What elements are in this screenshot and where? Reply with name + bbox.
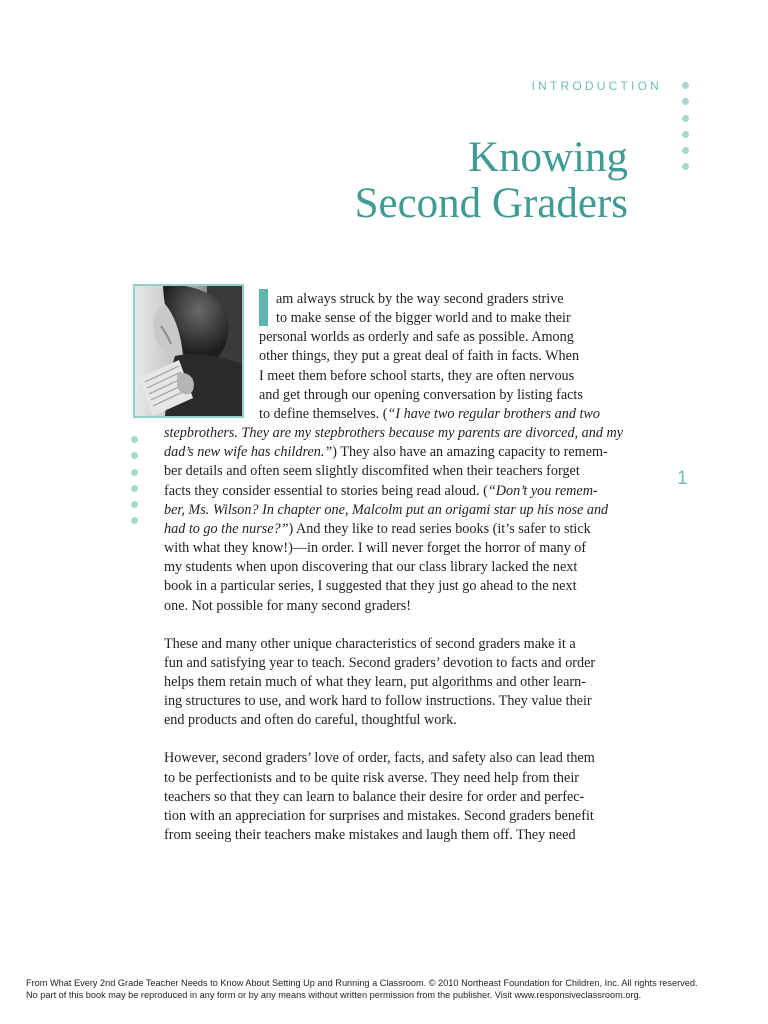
title-line-2: Second Graders: [354, 180, 628, 227]
paragraph-3: [164, 749, 620, 845]
text-line: other things, they put a great deal of faith in facts. When: [259, 348, 580, 365]
text-line: ber details and often seem slightly discomfited when their teachers forget: [164, 463, 580, 480]
dot: [131, 517, 138, 524]
text-line: dad’s new wife has children.”) They also have an amazing capacity to remem-: [164, 444, 608, 461]
dot: [682, 163, 689, 170]
text-line: had to go the nurse?”) And they like to read series books (it’s safer to stick: [164, 520, 591, 537]
text-line: ing structures to use, and work hard to follow instructions. They value their: [164, 693, 592, 710]
decorative-dots-left: [131, 436, 138, 534]
text-line: I meet them before school starts, they are often nervous: [259, 367, 575, 384]
footer-line-2: No part of this book may be reproduced in any form or by any means without written permission from the publisher. Visit www.responsiveclassroom.org.: [26, 989, 642, 1000]
dot: [131, 452, 138, 459]
text-line: facts they consider essential to stories being read aloud. (“Don’t you remem-: [164, 482, 598, 499]
text-line: fun and satisfying year to teach. Second graders’ devotion to facts and order: [164, 654, 596, 671]
text-line: However, second graders’ love of order, facts, and safety also can lead them: [164, 750, 595, 767]
text-line: my students when upon discovering that our class library lacked the next: [164, 559, 578, 576]
dot: [131, 436, 138, 443]
footer-line-1: From What Every 2nd Grade Teacher Needs to Know About Setting Up and Running a Classroom. © 2010 Northeast Foundation for Children, Inc. All rights reserved.: [26, 978, 698, 988]
text-line: to define themselves. (“I have two regular brothers and two: [259, 405, 600, 422]
text-line: to make sense of the bigger world and to make their: [276, 310, 571, 327]
page-number: 1: [677, 468, 688, 489]
dot: [682, 82, 689, 89]
text-line: tion with an appreciation for surprises and mistakes. Second graders benefit: [164, 807, 594, 824]
paragraph-2: [164, 635, 620, 731]
dropcap-letter-i: [259, 289, 268, 326]
text-line: am always struck by the way second graders strive: [164, 290, 620, 309]
dot: [131, 501, 138, 508]
decorative-dots-top: [682, 82, 689, 180]
title-line-1: Knowing: [467, 134, 628, 181]
text-line: one. Not possible for many second graders!: [164, 597, 412, 614]
text-line: teachers so that they can learn to balance their desire for order and perfec-: [164, 788, 585, 805]
dot: [682, 115, 689, 122]
text-line: and get through our opening conversation by listing facts: [259, 386, 583, 403]
chapter-title: [355, 135, 628, 227]
text-line: ber, Ms. Wilson? In chapter one, Malcolm put an origami star up his nose and: [164, 501, 609, 518]
text-line: with what they know!)—in order. I will never forget the horror of many of: [164, 540, 587, 557]
text-line: book in a particular series, I suggested that they just go ahead to the next: [164, 578, 577, 595]
dot: [682, 131, 689, 138]
text-line: from seeing their teachers make mistakes and laugh them off. They need: [164, 827, 576, 844]
copyright-footer: [26, 978, 756, 1001]
dot: [682, 98, 689, 105]
text-line: stepbrothers. They are my stepbrothers because my parents are divorced, and my: [164, 425, 624, 442]
paragraph-1: [164, 290, 624, 616]
dot: [131, 485, 138, 492]
body-text: [164, 290, 624, 864]
text-line: end products and often do careful, thoughtful work.: [164, 712, 457, 729]
text-line: personal worlds as orderly and safe as possible. Among: [259, 329, 574, 346]
dot: [682, 147, 689, 154]
text-line: helps them retain much of what they learn, put algorithms and other learn-: [164, 673, 586, 690]
section-label: INTRODUCTION: [531, 79, 662, 93]
dot: [131, 469, 138, 476]
text-line: to be perfectionists and to be quite risk averse. They need help from their: [164, 769, 579, 786]
text-line: These and many other unique characteristics of second graders make it a: [164, 635, 576, 652]
